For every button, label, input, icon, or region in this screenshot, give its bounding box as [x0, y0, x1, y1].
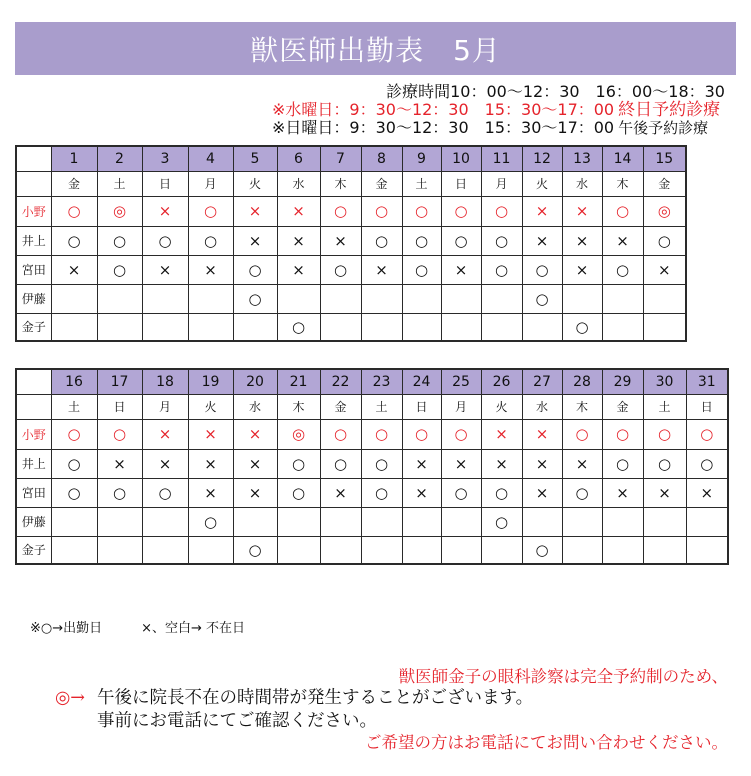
- weekday: 火: [188, 394, 233, 419]
- attendance-mark: ×: [602, 478, 643, 507]
- attendance-mark: ○: [188, 507, 233, 536]
- attendance-mark: ○: [97, 255, 142, 284]
- attendance-mark: ○: [602, 419, 643, 449]
- attendance-mark: [686, 507, 728, 536]
- footnote-line-2: 事前にお電話にてご確認ください。: [97, 711, 377, 731]
- weekday: 火: [481, 394, 522, 419]
- notice-line-1: 獣医師金子の眼科診察は完全予約制のため、: [398, 667, 728, 686]
- weekday: 土: [402, 171, 441, 196]
- attendance-mark: [277, 507, 320, 536]
- day-number: 28: [562, 369, 602, 394]
- attendance-mark: [51, 507, 97, 536]
- staff-row: [16, 449, 728, 478]
- weekday: 金: [361, 171, 402, 196]
- attendance-mark: ○: [481, 196, 522, 226]
- attendance-mark: [142, 313, 188, 341]
- attendance-mark: ×: [441, 255, 481, 284]
- attendance-mark: ○: [402, 255, 441, 284]
- attendance-mark: [233, 313, 277, 341]
- attendance-mark: ◎: [277, 419, 320, 449]
- attendance-mark: ×: [188, 449, 233, 478]
- day-number: 6: [277, 146, 320, 171]
- attendance-mark: [51, 536, 97, 564]
- staff-row: [16, 536, 728, 564]
- weekday: 火: [233, 171, 277, 196]
- attendance-mark: ○: [686, 449, 728, 478]
- corner-cell: [16, 369, 51, 394]
- attendance-mark: [602, 507, 643, 536]
- attendance-mark: [402, 536, 441, 564]
- weekday: 日: [142, 171, 188, 196]
- staff-name: 伊藤: [16, 284, 51, 313]
- attendance-mark: [51, 284, 97, 313]
- attendance-mark: ×: [233, 449, 277, 478]
- staff-row: [16, 226, 686, 255]
- attendance-mark: ○: [97, 226, 142, 255]
- attendance-mark: ○: [402, 196, 441, 226]
- attendance-mark: ×: [97, 449, 142, 478]
- attendance-mark: ×: [233, 196, 277, 226]
- attendance-mark: ○: [320, 255, 361, 284]
- attendance-mark: [142, 507, 188, 536]
- attendance-mark: ×: [320, 478, 361, 507]
- attendance-mark: ×: [562, 449, 602, 478]
- attendance-mark: ○: [361, 226, 402, 255]
- attendance-mark: ×: [643, 478, 686, 507]
- weekday: 月: [481, 171, 522, 196]
- day-number: 29: [602, 369, 643, 394]
- attendance-mark: [402, 507, 441, 536]
- staff-name: 井上: [16, 226, 51, 255]
- attendance-mark: [97, 536, 142, 564]
- attendance-mark: ○: [188, 196, 233, 226]
- attendance-mark: [233, 507, 277, 536]
- schedule-table-days-16-31: [15, 368, 729, 565]
- day-number: 20: [233, 369, 277, 394]
- attendance-mark: ×: [602, 226, 643, 255]
- attendance-mark: ×: [522, 478, 562, 507]
- day-number: 15: [643, 146, 686, 171]
- attendance-mark: ○: [51, 478, 97, 507]
- attendance-mark: [320, 536, 361, 564]
- attendance-mark: ×: [188, 419, 233, 449]
- attendance-mark: ×: [522, 226, 562, 255]
- attendance-mark: [643, 313, 686, 341]
- attendance-mark: ○: [481, 255, 522, 284]
- attendance-mark: ○: [602, 449, 643, 478]
- attendance-mark: ○: [481, 478, 522, 507]
- staff-row: [16, 196, 686, 226]
- attendance-mark: ○: [277, 313, 320, 341]
- attendance-mark: ×: [233, 419, 277, 449]
- attendance-mark: ○: [142, 478, 188, 507]
- attendance-mark: [188, 536, 233, 564]
- title-banner: [15, 22, 736, 75]
- attendance-mark: ×: [402, 449, 441, 478]
- day-number: 31: [686, 369, 728, 394]
- attendance-mark: [522, 507, 562, 536]
- attendance-mark: [188, 284, 233, 313]
- day-number: 18: [142, 369, 188, 394]
- notice-line-2: ご希望の方はお電話にてお問い合わせください。: [365, 733, 728, 752]
- day-number: 2: [97, 146, 142, 171]
- day-number: 4: [188, 146, 233, 171]
- weekday: 水: [277, 171, 320, 196]
- day-number: 17: [97, 369, 142, 394]
- attendance-mark: ○: [441, 419, 481, 449]
- attendance-mark: ○: [522, 536, 562, 564]
- attendance-mark: [562, 507, 602, 536]
- attendance-mark: [320, 313, 361, 341]
- attendance-mark: [441, 507, 481, 536]
- day-number: 30: [643, 369, 686, 394]
- attendance-mark: [51, 313, 97, 341]
- attendance-mark: ×: [277, 255, 320, 284]
- weekday: 日: [97, 394, 142, 419]
- attendance-mark: ○: [51, 226, 97, 255]
- staff-name: 小野: [16, 419, 51, 449]
- day-number: 26: [481, 369, 522, 394]
- attendance-mark: [361, 507, 402, 536]
- weekday: 木: [562, 394, 602, 419]
- attendance-mark: ○: [361, 419, 402, 449]
- attendance-mark: ×: [562, 196, 602, 226]
- attendance-mark: [402, 313, 441, 341]
- attendance-mark: ○: [481, 226, 522, 255]
- attendance-mark: ○: [562, 478, 602, 507]
- day-number: 22: [320, 369, 361, 394]
- legend: ※○→出勤日 ×、空白→ 不在日: [30, 621, 246, 636]
- weekday: 土: [51, 394, 97, 419]
- attendance-mark: ○: [562, 313, 602, 341]
- attendance-mark: ×: [562, 226, 602, 255]
- day-number: 7: [320, 146, 361, 171]
- day-number: 24: [402, 369, 441, 394]
- day-number: 21: [277, 369, 320, 394]
- attendance-mark: [686, 536, 728, 564]
- attendance-mark: ○: [481, 507, 522, 536]
- weekday: 金: [320, 394, 361, 419]
- attendance-mark: [481, 284, 522, 313]
- attendance-mark: ○: [361, 449, 402, 478]
- attendance-mark: ×: [142, 449, 188, 478]
- day-number: 10: [441, 146, 481, 171]
- weekday: 金: [51, 171, 97, 196]
- wednesday-hours-text: ※水曜日：9：30～12：30 15：30～17：00: [272, 100, 615, 119]
- day-number: 8: [361, 146, 402, 171]
- weekday: 土: [97, 171, 142, 196]
- attendance-mark: ×: [562, 255, 602, 284]
- attendance-mark: ◎: [97, 196, 142, 226]
- attendance-mark: [562, 536, 602, 564]
- weekday: 水: [522, 394, 562, 419]
- attendance-mark: ×: [142, 196, 188, 226]
- wednesday-hours-note: 終日予約診療: [618, 100, 721, 120]
- staff-row: [16, 507, 728, 536]
- attendance-mark: ◎: [643, 196, 686, 226]
- attendance-mark: ○: [320, 196, 361, 226]
- attendance-mark: [277, 284, 320, 313]
- attendance-mark: ○: [320, 449, 361, 478]
- attendance-mark: [481, 536, 522, 564]
- attendance-mark: [97, 313, 142, 341]
- weekday: 土: [361, 394, 402, 419]
- sunday-hours: [272, 119, 708, 137]
- attendance-mark: ○: [402, 226, 441, 255]
- weekday: 木: [320, 171, 361, 196]
- attendance-mark: ×: [643, 255, 686, 284]
- day-number: 3: [142, 146, 188, 171]
- schedule-table-days-1-15: [15, 145, 687, 342]
- staff-name: 宮田: [16, 478, 51, 507]
- staff-name: 金子: [16, 313, 51, 341]
- attendance-mark: ○: [441, 478, 481, 507]
- day-number: 12: [522, 146, 562, 171]
- attendance-mark: ×: [686, 478, 728, 507]
- weekday-row: [16, 171, 686, 196]
- day-number-row: [16, 369, 728, 394]
- attendance-mark: ○: [233, 536, 277, 564]
- weekday: 土: [643, 394, 686, 419]
- attendance-mark: ×: [142, 255, 188, 284]
- attendance-mark: ○: [51, 196, 97, 226]
- staff-row: [16, 313, 686, 341]
- attendance-mark: [188, 313, 233, 341]
- attendance-mark: ○: [188, 226, 233, 255]
- attendance-mark: ○: [233, 284, 277, 313]
- attendance-mark: ×: [233, 478, 277, 507]
- attendance-mark: ○: [320, 419, 361, 449]
- attendance-mark: ○: [522, 284, 562, 313]
- staff-name: 宮田: [16, 255, 51, 284]
- attendance-mark: ○: [233, 255, 277, 284]
- weekday: 日: [686, 394, 728, 419]
- day-number: 1: [51, 146, 97, 171]
- corner-cell: [16, 171, 51, 196]
- attendance-mark: ×: [522, 419, 562, 449]
- weekday: 月: [441, 394, 481, 419]
- weekday: 日: [402, 394, 441, 419]
- weekday: 木: [277, 394, 320, 419]
- attendance-mark: ○: [643, 419, 686, 449]
- weekday: 金: [643, 171, 686, 196]
- wednesday-hours: [272, 101, 720, 119]
- attendance-mark: ×: [188, 255, 233, 284]
- weekday: 水: [233, 394, 277, 419]
- attendance-mark: ○: [142, 226, 188, 255]
- attendance-mark: [320, 507, 361, 536]
- day-number: 5: [233, 146, 277, 171]
- attendance-mark: ○: [361, 196, 402, 226]
- day-number: 14: [602, 146, 643, 171]
- attendance-mark: [320, 284, 361, 313]
- attendance-mark: ×: [188, 478, 233, 507]
- staff-row: [16, 255, 686, 284]
- attendance-mark: ○: [686, 419, 728, 449]
- attendance-mark: ○: [602, 196, 643, 226]
- weekday: 木: [602, 171, 643, 196]
- sunday-hours-note: 午後予約診療: [618, 119, 709, 137]
- day-number: 16: [51, 369, 97, 394]
- attendance-mark: [522, 313, 562, 341]
- staff-name: 小野: [16, 196, 51, 226]
- attendance-mark: ○: [51, 449, 97, 478]
- weekday: 火: [522, 171, 562, 196]
- attendance-mark: [643, 507, 686, 536]
- attendance-mark: [562, 284, 602, 313]
- page-title: 獣医師出勤表 5月: [250, 33, 501, 67]
- attendance-mark: ×: [441, 449, 481, 478]
- attendance-mark: ○: [402, 419, 441, 449]
- attendance-mark: [277, 536, 320, 564]
- attendance-mark: [361, 536, 402, 564]
- attendance-mark: [602, 536, 643, 564]
- attendance-mark: ○: [522, 255, 562, 284]
- footnote-line-1: 午後に院長不在の時間帯が発生することがございます。: [97, 688, 534, 708]
- weekday: 金: [602, 394, 643, 419]
- attendance-mark: ×: [402, 478, 441, 507]
- attendance-mark: ○: [277, 449, 320, 478]
- attendance-mark: ○: [441, 226, 481, 255]
- attendance-mark: ○: [97, 419, 142, 449]
- day-number: 9: [402, 146, 441, 171]
- day-number: 13: [562, 146, 602, 171]
- attendance-mark: [441, 536, 481, 564]
- weekday: 水: [562, 171, 602, 196]
- attendance-mark: ○: [441, 196, 481, 226]
- double-circle-arrow-symbol: ◎→: [55, 688, 85, 708]
- attendance-mark: ○: [361, 478, 402, 507]
- weekday-row: [16, 394, 728, 419]
- corner-cell: [16, 146, 51, 171]
- attendance-mark: ○: [562, 419, 602, 449]
- attendance-mark: ○: [277, 478, 320, 507]
- staff-name: 金子: [16, 536, 51, 564]
- day-number: 25: [441, 369, 481, 394]
- attendance-mark: [142, 284, 188, 313]
- attendance-mark: [97, 284, 142, 313]
- day-number-row: [16, 146, 686, 171]
- staff-name: 井上: [16, 449, 51, 478]
- attendance-mark: [142, 536, 188, 564]
- attendance-mark: ×: [361, 255, 402, 284]
- attendance-mark: ×: [277, 226, 320, 255]
- attendance-mark: ×: [277, 196, 320, 226]
- day-number: 27: [522, 369, 562, 394]
- attendance-mark: ○: [97, 478, 142, 507]
- attendance-mark: ×: [320, 226, 361, 255]
- attendance-mark: [643, 536, 686, 564]
- staff-row: [16, 478, 728, 507]
- attendance-mark: ×: [522, 449, 562, 478]
- attendance-mark: ×: [233, 226, 277, 255]
- attendance-mark: ○: [643, 226, 686, 255]
- attendance-mark: [441, 313, 481, 341]
- weekday: 月: [188, 171, 233, 196]
- attendance-mark: [97, 507, 142, 536]
- attendance-mark: [481, 313, 522, 341]
- day-number: 11: [481, 146, 522, 171]
- attendance-mark: [361, 313, 402, 341]
- day-number: 19: [188, 369, 233, 394]
- attendance-mark: ×: [142, 419, 188, 449]
- attendance-mark: [441, 284, 481, 313]
- regular-hours: 診療時間10：00～12：30 16：00～18：30: [386, 82, 725, 101]
- attendance-mark: ○: [51, 419, 97, 449]
- sunday-hours-text: ※日曜日：9：30～12：30 15：30～17：00: [272, 118, 615, 137]
- attendance-mark: ×: [481, 419, 522, 449]
- weekday: 月: [142, 394, 188, 419]
- attendance-mark: [402, 284, 441, 313]
- weekday: 日: [441, 171, 481, 196]
- attendance-mark: ×: [522, 196, 562, 226]
- attendance-mark: ○: [602, 255, 643, 284]
- corner-cell: [16, 394, 51, 419]
- attendance-mark: ×: [51, 255, 97, 284]
- day-number: 23: [361, 369, 402, 394]
- staff-row: [16, 284, 686, 313]
- staff-name: 伊藤: [16, 507, 51, 536]
- attendance-mark: [602, 284, 643, 313]
- attendance-mark: ×: [481, 449, 522, 478]
- attendance-mark: ○: [643, 449, 686, 478]
- staff-row: [16, 419, 728, 449]
- attendance-mark: [643, 284, 686, 313]
- attendance-mark: [602, 313, 643, 341]
- attendance-mark: [361, 284, 402, 313]
